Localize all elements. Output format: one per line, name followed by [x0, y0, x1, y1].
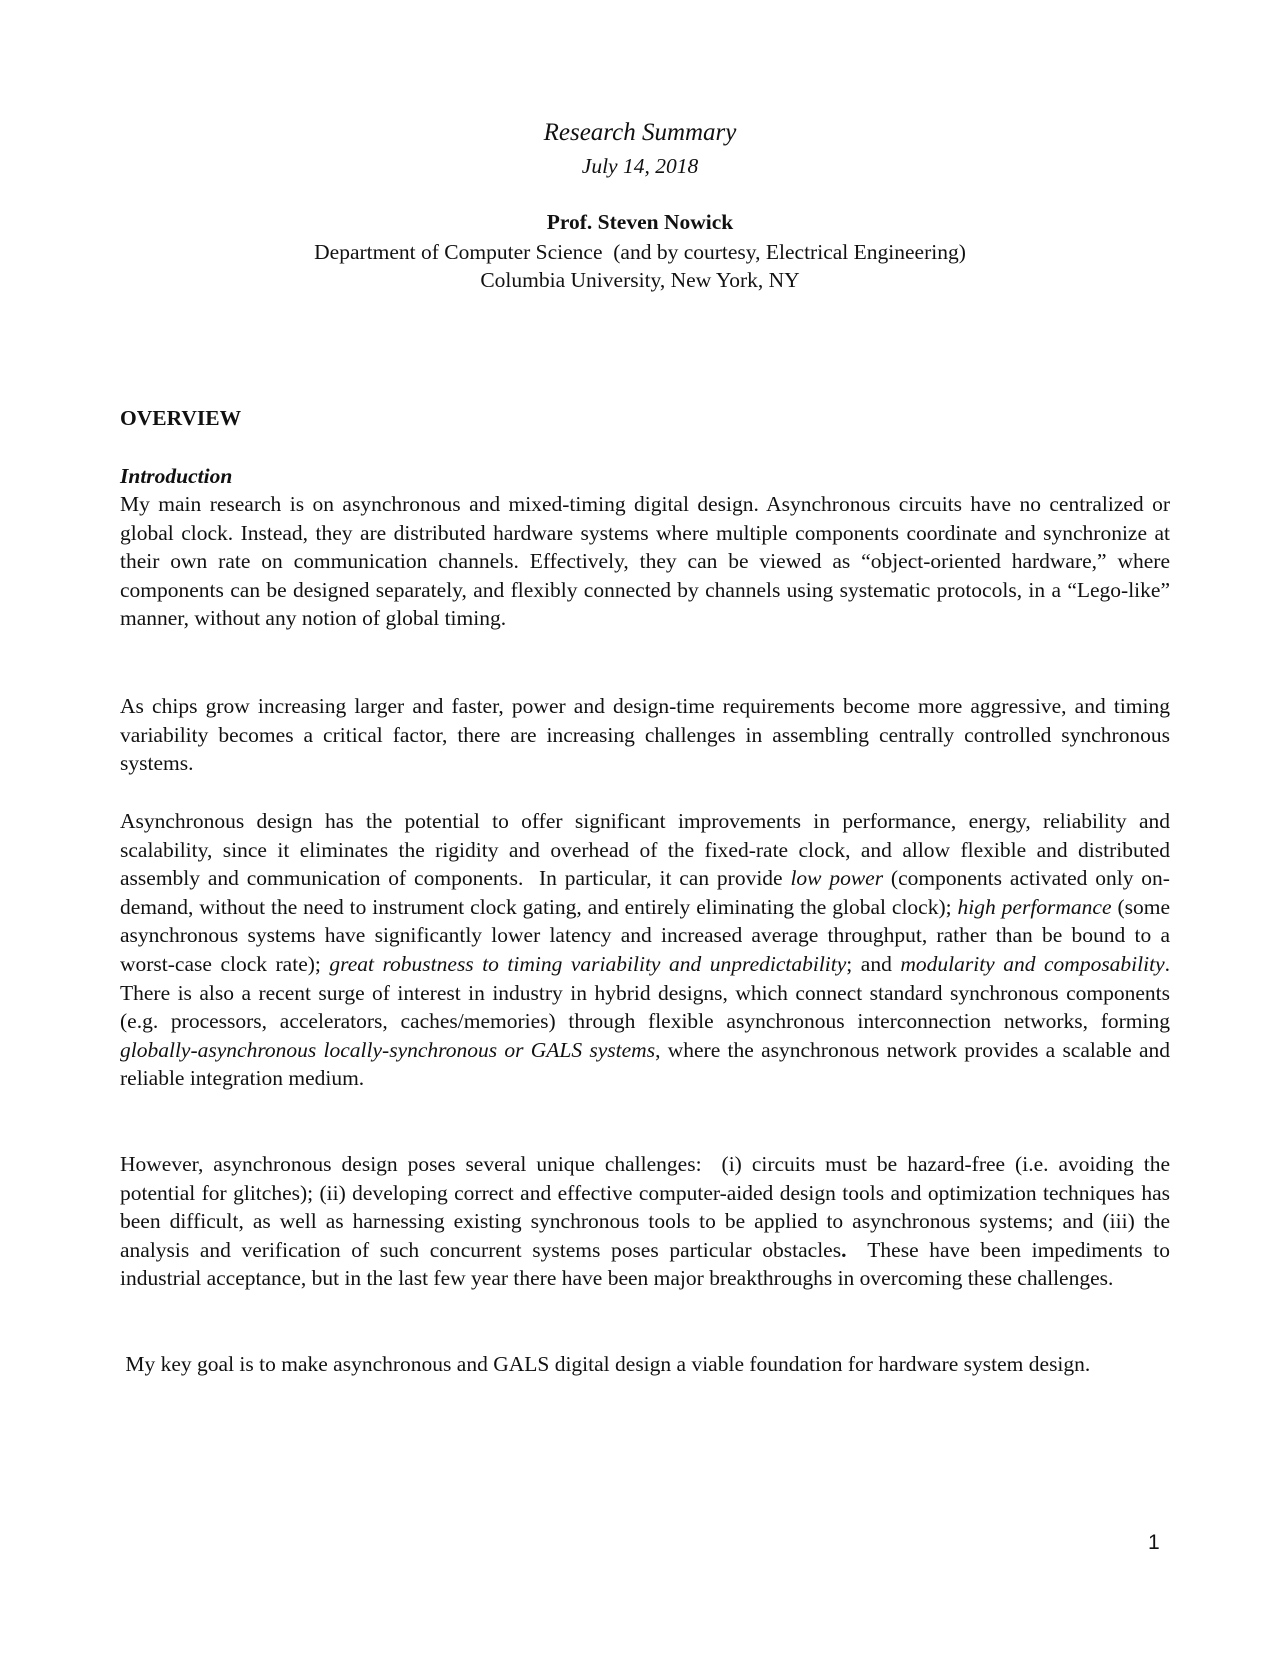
affiliation-university: Columbia University, New York, NY [480, 268, 800, 292]
paragraph-3-text: . There is also a recent surge of interest in industry in hybrid designs, which connect standard synchronous components (e.g. processors, accelerators, caches/memories) through flexible asynchronous interconnection networks, forming [120, 951, 1181, 1034]
paragraph-4-text: These have been impediments to industrial acceptance, but in the last few year there have been major breakthroughs in overcoming these challenges. [120, 1237, 1176, 1291]
page-number: 1 [1148, 1531, 1160, 1554]
section-heading-overview: OVERVIEW [120, 406, 242, 430]
emphasis-robustness: great robustness to timing variability and unpredictability [329, 951, 847, 976]
paragraph-4 [120, 1150, 1176, 1293]
emphasis-gals-systems: globally-asynchronous locally-synchronous or GALS systems [120, 1037, 656, 1062]
paragraph-1: My main research is on asynchronous and mixed-timing digital design. Asynchronous circuits have no centralized or global clock. Instead, they are distributed hardware systems where multiple components coordinate and synchronize at their own rate on communication channels. Effectively, they can be viewed as “object-oriented hardware,” where components can be designed separately, and flexibly connected by channels using systematic protocols, in a “Lego-like” manner, without any notion of global timing. [120, 492, 1170, 631]
paragraph-4-text: However, asynchronous design poses several unique challenges: (i) circuits must be hazard-free (i.e. avoiding the potential for glitches); (ii) developing correct and effective computer-aided design tools and optimization techniques has been difficult, as well as harnessing existing synchronous tools to be applied to asynchronous systems; and (iii) the analysis and verification of such concurrent systems poses particular obstacles [120, 1152, 1176, 1262]
paragraph-3 [120, 807, 1181, 1093]
paragraph-3-text: (components activated only on-demand, without the need to instrument clock gating, and entirely eliminating the global clock); [120, 866, 1170, 919]
emphasis-modularity: modularity and composability [900, 951, 1165, 976]
document-title: Research Summary [543, 119, 737, 146]
document-date: July 14, 2018 [581, 154, 699, 178]
paragraph-3-text: ; and [846, 951, 901, 976]
paragraph-3-text: , where the asynchronous network provides a scalable and reliable integration medium. [120, 1037, 1170, 1091]
emphasis-low-power: low power [790, 866, 884, 891]
paragraph-3-text: (some asynchronous systems have significantly lower latency and increased average throughput, rather than be bound to a worst-case clock rate); [120, 894, 1170, 976]
emphasis-high-performance: high performance [957, 894, 1112, 919]
affiliation-department: Department of Computer Science (and by courtesy, Electrical Engineering) [314, 240, 966, 264]
bold-period: . [841, 1237, 847, 1262]
author-name: Prof. Steven Nowick [546, 210, 734, 234]
paragraph-2: As chips grow increasing larger and faster, power and design-time requirements become more aggressive, and timing variability becomes a critical factor, there are increasing challenges in assembling centrally controlled synchronous systems. [120, 694, 1170, 776]
subsection-heading-introduction: Introduction [120, 464, 233, 488]
paragraph-3-text: Asynchronous design has the potential to offer significant improvements in performance, energy, reliability and scalability, since it eliminates the rigidity and overhead of the fixed-rate clock, and allow flexible and distributed assembly and communication of components. In particular, it can provide [120, 809, 1176, 891]
paragraph-5: My key goal is to make asynchronous and GALS digital design a viable foundation for hardware system design. [120, 1352, 1091, 1376]
